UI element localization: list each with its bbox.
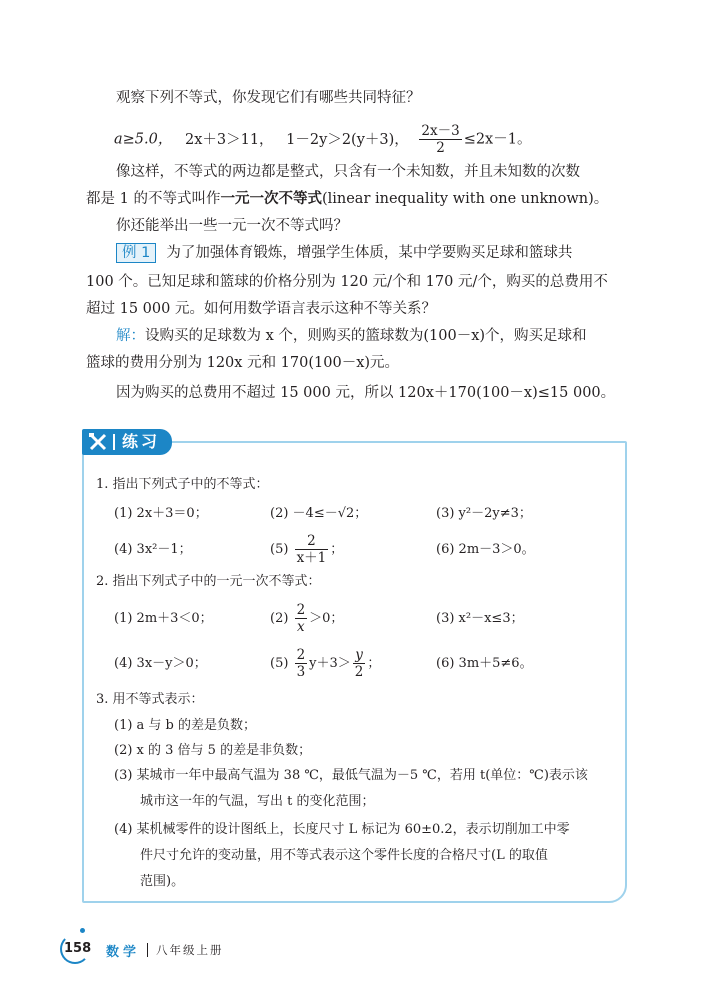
intro-line: 观察下列不等式，你发现它们有哪些共同特征？ [116,90,421,106]
q3-sub-2: (2) x 的 3 倍与 5 的差是非负数； [114,743,312,758]
fraction-denominator: x＋1 [296,550,327,566]
q1-item-5 [270,533,343,566]
q3-sub-3-line-2: 城市这一年的气温，写出 t 的变化范围； [140,794,375,809]
q1-item-5-label: (5) [270,542,289,557]
fraction-numerator: 2 [296,647,306,663]
question-line: 你还能举出一些一元一次不等式吗？ [116,218,348,234]
q1-item-1: (1) 2x＋3＝0； [114,506,208,521]
q1-item-6: (6) 2m－3＞0。 [436,542,535,557]
definition-line-2 [86,189,608,209]
fraction-numerator: 2 [296,602,306,618]
solution-text-1: 设购买的足球数为 x 个，则购买的篮球数为(100－x)个，购买足球和 [145,328,587,344]
q3-title: 3. 用不等式表示： [96,692,204,707]
practice-title: 练习 [122,432,161,451]
ineq-d-rest: ≤2x－1。 [463,131,532,148]
fraction-denominator: 2 [354,664,364,680]
inequality-examples [114,123,531,156]
q1-item-5-rest: ； [330,542,344,557]
solution-label: 解： [116,328,145,344]
fraction-denominator: 3 [296,664,306,680]
solution-line-3: 因为购买的总费用不超过 15 000 元，所以 120x＋170(100－x)≤15 000。 [116,385,616,401]
q2-item-2-label: (2) [270,611,289,626]
solution-line-1 [116,326,587,346]
q2-item-2 [270,602,343,635]
footer-divider [147,943,148,957]
tools-icon [88,433,108,451]
q2-item-4: (4) 3x－y＞0； [114,656,207,671]
ineq-a: a≥5.0， [114,131,173,148]
q2-item-5-fraction-a [295,647,308,680]
q3-sub-4-line-1: (4) 某机械零件的设计图纸上，长度尺寸 L 标记为 60±0.2，表示切削加工中零 [114,822,570,837]
definition-pre: 都是 1 的不等式叫作 [86,191,221,207]
fraction-denominator: x [297,619,305,635]
fraction-numerator: y [353,647,366,664]
q3-sub-1: (1) a 与 b 的差是负数； [114,718,257,733]
example-line-2: 100 个。已知足球和篮球的价格分别为 120 元/个和 170 元/个，购买的总费用不 [86,274,608,290]
q2-item-2-rest: ＞0； [309,611,344,626]
q3-sub-3-line-1: (3) 某城市一年中最高气温为 38 ℃，最低气温为－5 ℃，若用 t(单位：℃)表示该 [114,768,588,783]
fraction-denominator: 2 [436,140,445,156]
ineq-c: 1－2y＞2(y＋3)， [286,131,409,148]
q3-sub-4-line-2: 件尺寸允许的变动量，用不等式表示这个零件长度的合格尺寸(L 的取值 [140,848,548,863]
solution-line-2: 篮球的费用分别为 120x 元和 170(100－x)元。 [86,355,400,371]
q2-item-1: (1) 2m＋3＜0； [114,611,213,626]
example-line-3: 超过 15 000 元。如何用数学语言表示这种不等关系？ [86,301,436,317]
q1-item-4: (4) 3x²－1； [114,542,192,557]
example-tag: 例 1 [116,243,156,263]
page-number: 158 [64,941,92,956]
q1-title: 1. 指出下列式子中的不等式： [96,477,269,492]
q1-item-3: (3) y²－2y≠3； [436,506,532,521]
q1-item-2: (2) －4≤－√2； [270,506,368,521]
definition-term: 一元一次不等式 [220,191,322,207]
q3-sub-4-line-3: 范围)。 [140,874,185,889]
q2-item-5-label: (5) [270,656,289,671]
q2-item-5-mid: y＋3＞ [309,656,351,671]
ineq-d-fraction [419,123,461,156]
q2-item-2-fraction [295,602,308,635]
q2-item-5-rest: ； [367,656,381,671]
q2-item-6: (6) 3m＋5≠6。 [436,656,533,671]
definition-post: (linear inequality with one unknown)。 [321,191,609,207]
q2-item-5 [270,647,380,680]
q2-item-3: (3) x²－x≤3； [436,611,524,626]
fraction-numerator: 2 [295,533,329,550]
footer-dot [80,928,85,933]
practice-banner [82,429,172,455]
banner-divider [113,434,115,450]
ineq-b: 2x＋3＞11， [184,131,274,148]
example-text-1: 为了加强体育锻炼，增强学生体质，某中学要购买足球和篮球共 [166,245,573,261]
q1-item-5-fraction [295,533,329,566]
definition-line-1: 像这样，不等式的两边都是整式，只含有一个未知数，并且未知数的次数 [116,164,580,180]
example-line-1 [116,243,572,263]
footer-subject: 数学 [106,945,141,960]
footer-grade: 八年级上册 [156,943,224,957]
fraction-numerator: 2x－3 [421,123,460,139]
q2-title: 2. 指出下列式子中的一元一次不等式： [96,574,321,589]
q2-item-5-fraction-b [353,647,366,680]
